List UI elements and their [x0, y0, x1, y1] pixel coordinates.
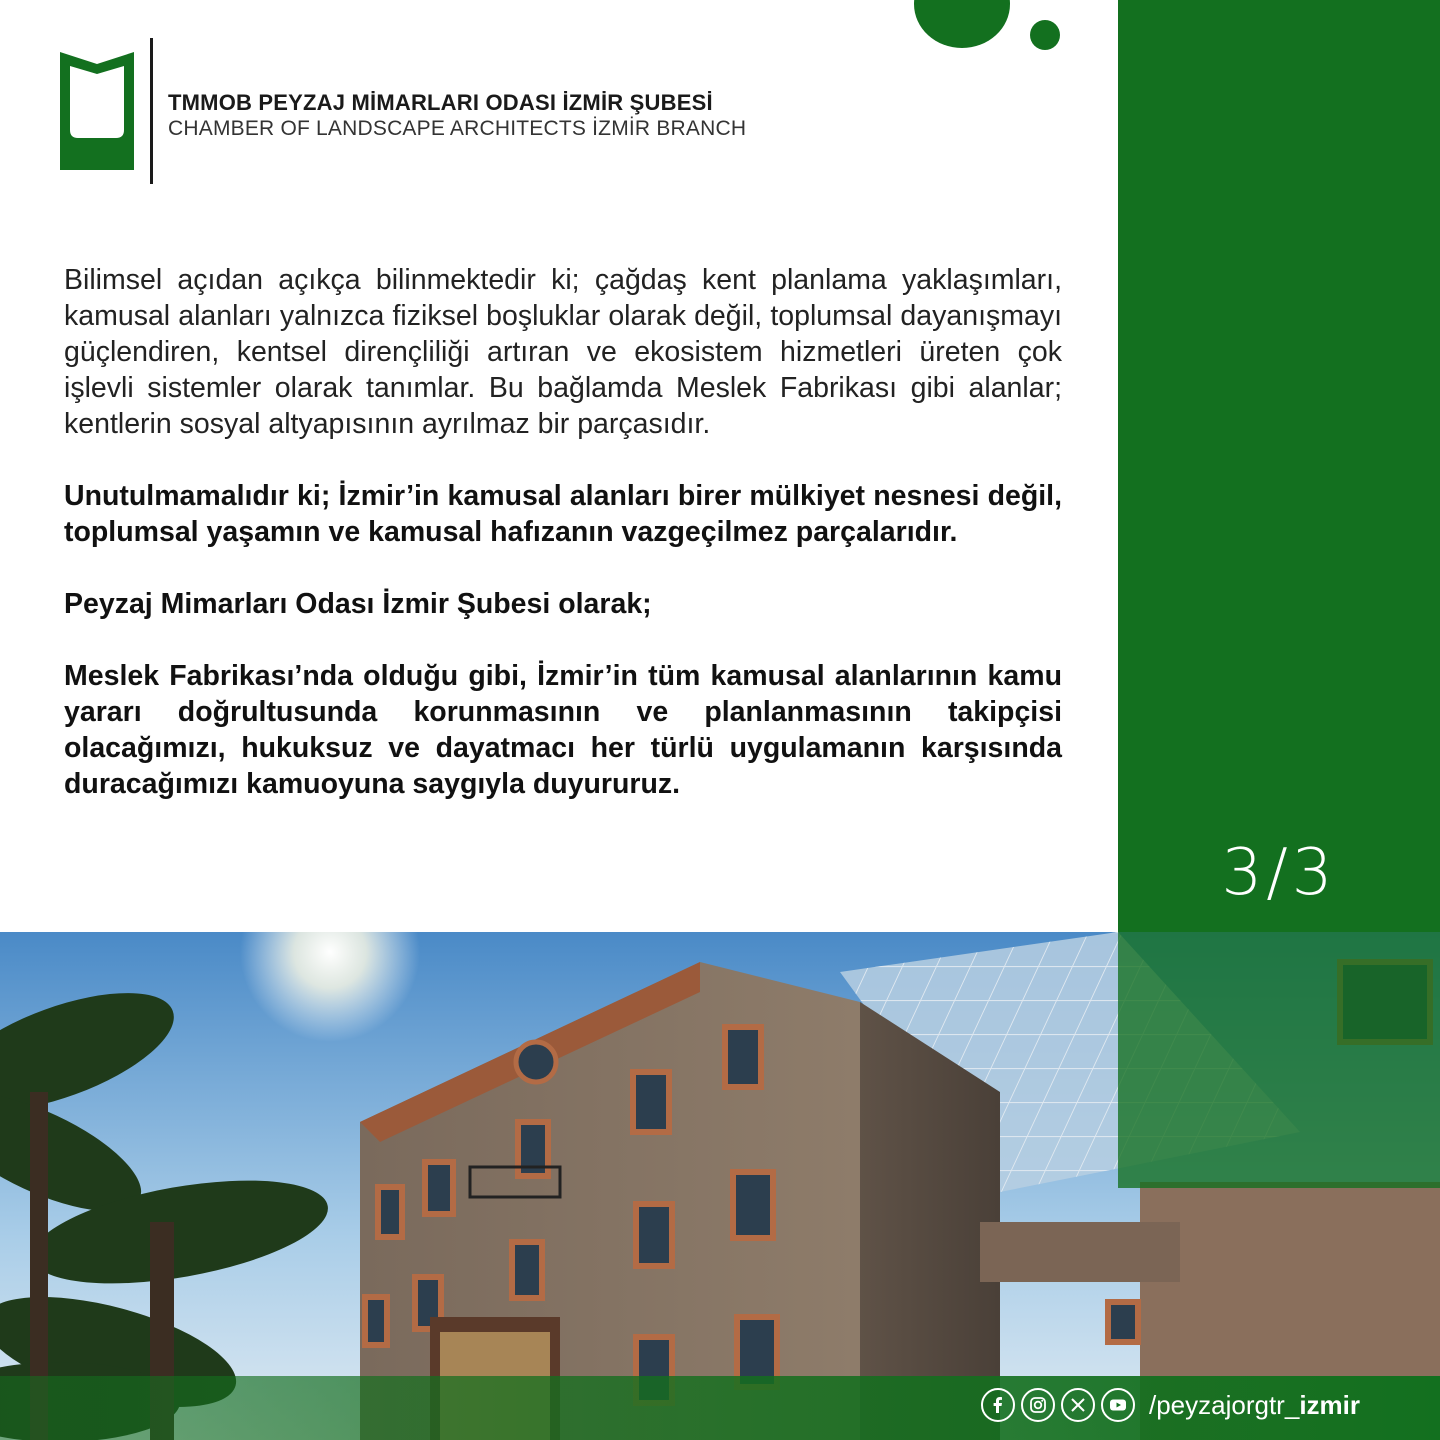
paragraph-4: Meslek Fabrikası’nda olduğu gibi, İzmir’in tüm kamusal alanlarının kamu yararı doğrultusunda korunmasının ve planlanmasının takipçisi olacağımızı, hukuksuz ve dayatmacı her türlü uygulamanın karşısında duracağımızı kamuoyuna saygıyla duyururuz.: [64, 660, 1062, 800]
paragraph-3: Peyzaj Mimarları Odası İzmir Şubesi olarak;: [64, 588, 652, 620]
x-icon[interactable]: [1061, 1388, 1095, 1422]
organization-subtitle: CHAMBER OF LANDSCAPE ARCHITECTS İZMİR BRANCH: [168, 117, 747, 140]
social-handle-suffix: izmir: [1299, 1389, 1360, 1420]
decorative-circle-small: [1030, 20, 1060, 50]
facebook-icon[interactable]: [981, 1388, 1015, 1422]
social-handle[interactable]: [1149, 1390, 1360, 1421]
organization-title: TMMOB PEYZAJ MİMARLARI ODASI İZMİR ŞUBESİ: [168, 90, 713, 115]
instagram-icon[interactable]: [1021, 1388, 1055, 1422]
social-links: [981, 1388, 1360, 1422]
social-handle-prefix: /peyzajorgtr_: [1149, 1389, 1300, 1420]
paragraph-2: Unutulmamalıdır ki; İzmir’in kamusal alanları birer mülkiyet nesnesi değil, toplumsal yaşamın ve kamusal hafızanın vazgeçilmez parçalarıdır.: [64, 480, 1062, 548]
paragraph-1: Bilimsel açıdan açıkça bilinmektedir ki; çağdaş kent planlama yaklaşımları, kamusal alanları yalnızca fiziksel boşluklar olarak değil, toplumsal dayanışmayı güçlendiren, kentsel dirençliliği artıran ve ekosistem hizmetleri üreten çok işlevli sistemler olarak tanımlar. Bu bağlamda Meslek Fabrikası gibi alanlar; kentlerin sosyal altyapısının ayrılmaz bir parçasıdır.: [64, 264, 1062, 440]
page-indicator: 3/3: [1221, 836, 1337, 910]
youtube-icon[interactable]: [1101, 1388, 1135, 1422]
decorative-circle-large: [914, 0, 1010, 48]
logo-divider: [150, 38, 153, 184]
statement-body: [64, 262, 1062, 838]
building-photo: [0, 932, 1440, 1440]
chamber-logo-icon: [60, 52, 134, 170]
